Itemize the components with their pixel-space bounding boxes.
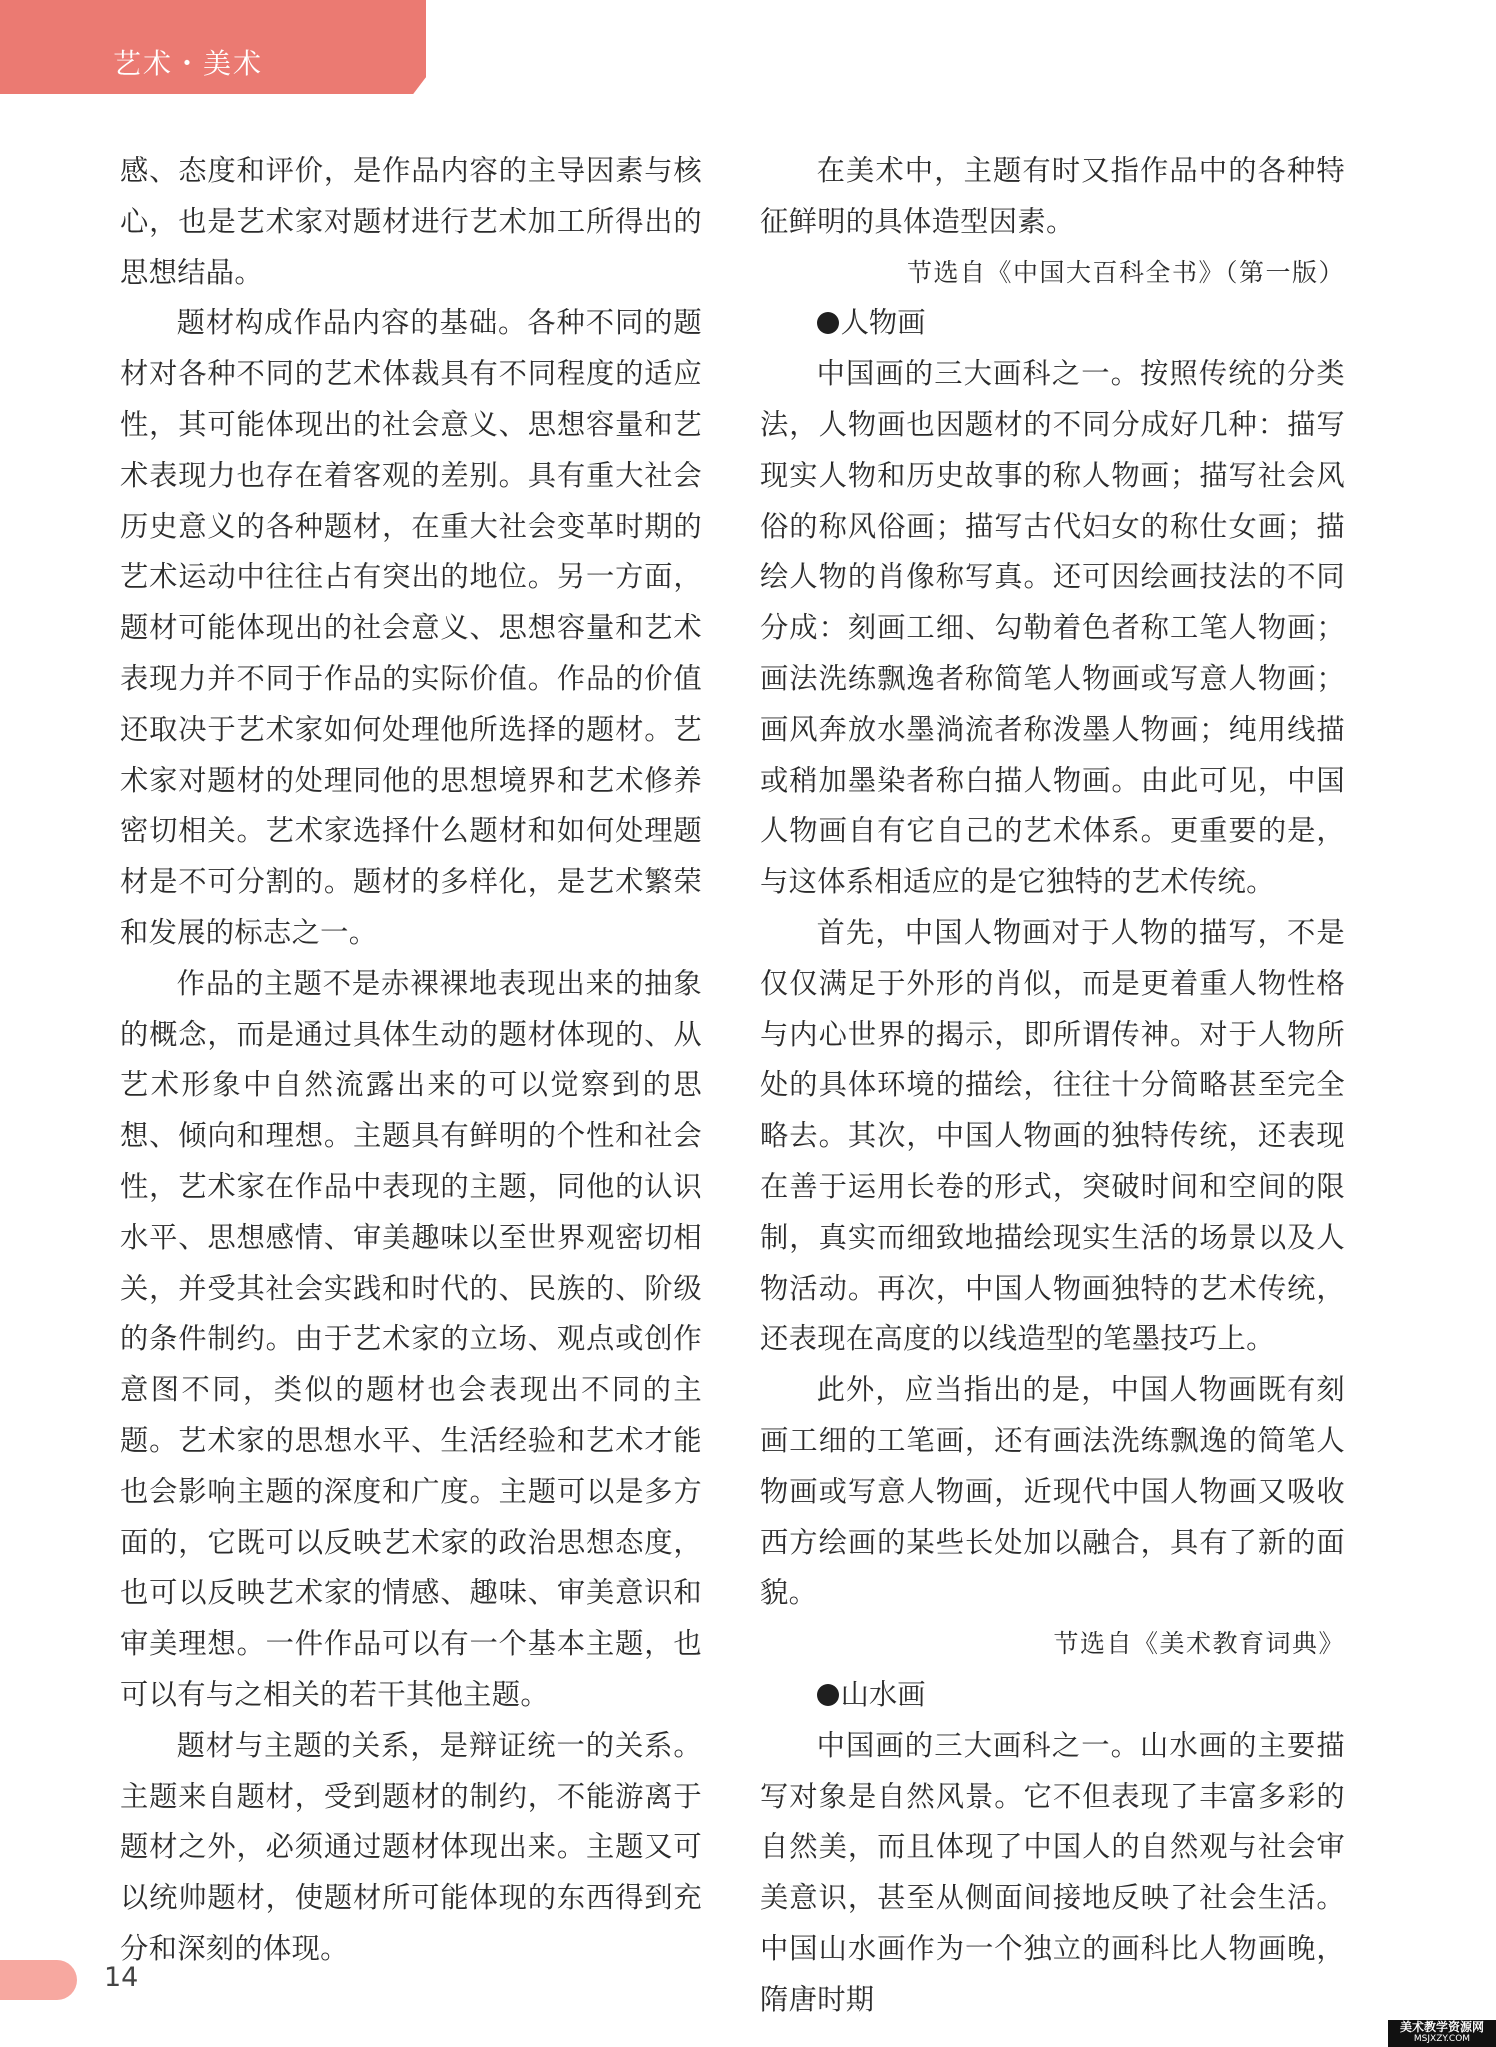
- watermark-url: MSJXZY.COM: [1413, 2034, 1471, 2044]
- page-number-tab: [0, 1960, 77, 2000]
- body-paragraph: 此外，应当指出的是，中国人物画既有刻画工细的工笔画，还有画法洗练飘逸的简笔人物画或写意人物画，近现代中国人物画又吸收西方绘画的某些长处加以融合，具有了新的面貌。: [760, 1373, 1345, 1610]
- page-number: 14: [104, 1962, 139, 1993]
- body-paragraph: 首先，中国人物画对于人物的描写，不是仅仅满足于外形的肖似，而是更着重人物性格与内心世界的揭示，即所谓传神。对于人物所处的具体环境的描绘，往往十分简略甚至完全略去。其次，中国人物画的独特传统，还表现在善于运用长卷的形式，突破时间和空间的限制，真实而细致地描绘现实生活的场景以及人物活动。再次，中国人物画独特的艺术传统，还表现在高度的以线造型的笔墨技巧上。: [760, 915, 1345, 1356]
- bullet-icon: [817, 312, 839, 334]
- watermark-name: 美术教学资源网: [1399, 2020, 1484, 2034]
- body-paragraph: 中国画的三大画科之一。山水画的主要描写对象是自然风景。它不但表现了丰富多彩的自然美，而且体现了中国人的自然观与社会审美意识，甚至从侧面间接地反映了社会生活。中国山水画作为一个独立的画科比人物画晚，隋唐时期: [760, 1728, 1345, 2016]
- bullet-icon: [817, 1684, 839, 1706]
- right-column: [760, 146, 1345, 2025]
- body-paragraph: 在美术中，主题有时又指作品中的各种特征鲜明的具体造型因素。: [760, 154, 1345, 238]
- body-paragraph: 题材构成作品内容的基础。各种不同的题材对各种不同的艺术体裁具有不同程度的适应性，其可能体现出的社会意义、思想容量和艺术表现力也存在着客观的差别。具有重大社会历史意义的各种题材，在重大社会变革时期的艺术运动中往往占有突出的地位。另一方面，题材可能体现出的社会意义、思想容量和艺术表现力并不同于作品的实际价值。作品的价值还取决于艺术家如何处理他所选择的题材。艺术家对题材的处理同他的思想境界和艺术修养密切相关。艺术家选择什么题材和如何处理题材是不可分割的。题材的多样化，是艺术繁荣和发展的标志之一。: [120, 306, 702, 949]
- left-column: [120, 146, 702, 1975]
- body-paragraph: 中国画的三大画科之一。按照传统的分类法，人物画也因题材的不同分成好几种：描写现实人物和历史故事的称人物画；描写社会风俗的称风俗画；描写古代妇女的称仕女画；描绘人物的肖像称写真。还可因绘画技法的不同分成：刻画工细、勾勒着色者称工笔人物画；画法洗练飘逸者称简笔人物画或写意人物画；画风奔放水墨淌流者称泼墨人物画；纯用线描或稍加墨染者称白描人物画。由此可见，中国人物画自有它自己的艺术体系。更重要的是，与这体系相适应的是它独特的艺术传统。: [760, 357, 1345, 899]
- source-citation: 节选自《中国大百科全书》（第一版）: [906, 257, 1345, 287]
- watermark-logo: [1388, 2020, 1496, 2047]
- body-paragraph: 感、态度和评价，是作品内容的主导因素与核心，也是艺术家对题材进行艺术加工所得出的思想结晶。: [120, 154, 702, 289]
- body-paragraph: 作品的主题不是赤裸裸地表现出来的抽象的概念，而是通过具体生动的题材体现的、从艺术形象中自然流露出来的可以觉察到的思想、倾向和理想。主题具有鲜明的个性和社会性，艺术家在作品中表现的主题，同他的认识水平、思想感情、审美趣味以至世界观密切相关，并受其社会实践和时代的、民族的、阶级的条件制约。由于艺术家的立场、观点或创作意图不同，类似的题材也会表现出不同的主题。艺术家的思想水平、生活经验和艺术才能也会影响主题的深度和广度。主题可以是多方面的，它既可以反映艺术家的政治思想态度，也可以反映艺术家的情感、趣味、审美意识和审美理想。一件作品可以有一个基本主题，也可以有与之相关的若干其他主题。: [120, 966, 702, 1711]
- section-heading: [760, 298, 1345, 349]
- body-paragraph: 题材与主题的关系，是辩证统一的关系。主题来自题材，受到题材的制约，不能游离于题材之外，必须通过题材体现出来。主题又可以统帅题材，使题材所可能体现的东西得到充分和深刻的体现。: [120, 1728, 702, 1965]
- chapter-title: 艺术・美术: [113, 47, 264, 80]
- section-heading-text: 山水画: [840, 1677, 926, 1711]
- section-heading-text: 人物画: [840, 306, 926, 340]
- source-citation: 节选自《美术教育词典》: [1053, 1629, 1345, 1659]
- section-heading: [760, 1670, 1345, 1721]
